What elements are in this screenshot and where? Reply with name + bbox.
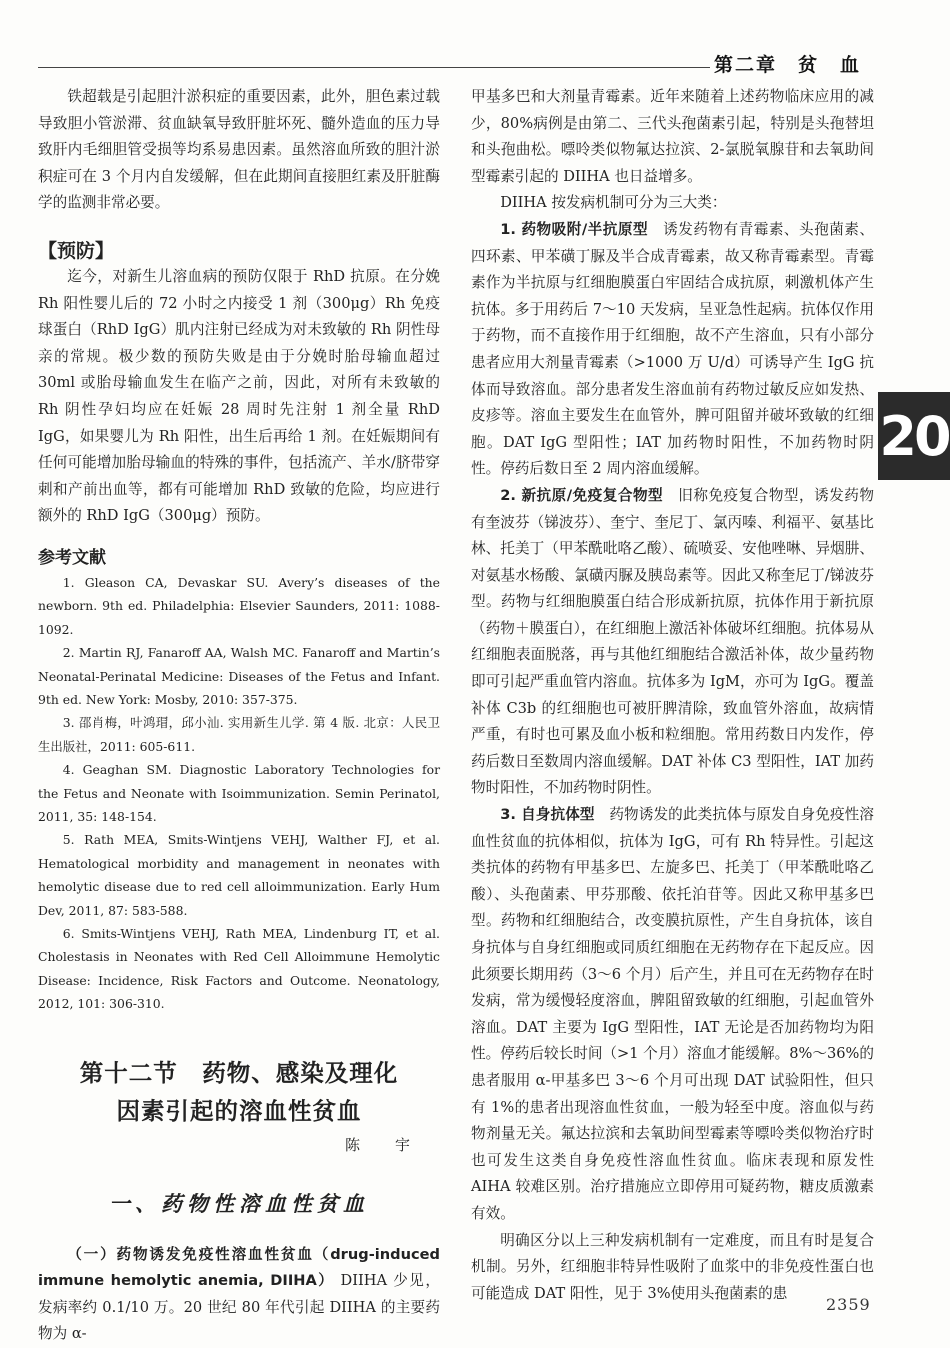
author: 陈 宇 bbox=[344, 1135, 420, 1154]
mechanism-3-title: 3. 自身抗体型 bbox=[500, 806, 595, 824]
chapter-tab: 20 bbox=[878, 392, 950, 480]
diiha-paragraph bbox=[38, 1242, 440, 1348]
mechanism-1 bbox=[471, 217, 874, 483]
mechanism-1-title: 1. 药物吸附/半抗原型 bbox=[500, 220, 649, 238]
reference-item: 2. Martin RJ, Fanaroff AA, Walsh MC. Fanaroff and Martin’s Neonatal-Perinatal Medicine: Diseases of the Fetus and Infant. 9th ed. New York: Mosby, 2010: 357-375. bbox=[38, 645, 440, 707]
reference-item: 4. Geaghan SM. Diagnostic Laboratory Technologies for the Fetus and Neonate with Isoimmunization. Semin Perinatol, 2011, 35: 148-154. bbox=[38, 762, 440, 824]
mechanism-3 bbox=[471, 802, 874, 1228]
section-title-line-1: 第十二节 药物、感染及理化 bbox=[79, 1058, 399, 1087]
paragraph: DIIHA 按发病机制可分为三大类： bbox=[500, 194, 727, 212]
page-number: 2359 bbox=[826, 1295, 871, 1314]
prevention-heading: 【预防】 bbox=[38, 239, 115, 262]
reference-item: 3. 邵肖梅，叶鸿瑁，邱小汕. 实用新生儿学. 第 4 版. 北京：人民卫生出版社，2011: 605-611. bbox=[38, 715, 440, 754]
diiha-heading: （一）药物诱发免疫性溶血性贫血（drug-induced immune hemolytic anemia, DIIHA） bbox=[38, 1245, 440, 1290]
mechanism-3-body: 药物诱发的此类抗体与原发自身免疫性溶血性贫血的抗体相似，抗体为 IgG，可有 Rh 特异性。引起这类抗体的药物有甲基多巴、左旋多巴、托美丁（甲苯酰吡咯乙酸）、头孢菌素、甲芬那酸、依托泊苷等。因此又称甲基多巴型。药物和红细胞结合，改变膜抗原性，产生自身抗体，该自身抗体与自身红细胞或同质红细胞在无药物存在下起反应。因此须要长期用药（3～6 个月）后产生，并且可在无药物存在时发病，常为缓慢轻度溶血，脾阻留致敏的红细胞，引起血管外溶血。DAT 主要为 IgG 型阳性，IAT 无论是否加药物均为阳性。停药后较长时间（>1 个月）溶血才能缓解。8%～36%的患者服用 α-甲基多巴 3～6 个月可出现 DAT 试验阳性，但只有 1%的患者出现溶血性贫血，一般为轻至中度。溶血似与药物剂量无关。氟达拉滨和去氧助间型霉素等嘌呤类似物治疗时也可发生这类自身免疫性溶血性贫血。临床表现和原发性 AIHA 较难区别。治疗措施应立即停用可疑药物，糖皮质激素有效。 bbox=[471, 806, 874, 1222]
paragraph: 甲基多巴和大剂量青霉素。近年来随着上述药物临床应用的减少，80%病例是由第二、三代头孢菌素引起，特别是头孢替坦和头孢曲松。嘌呤类似物氟达拉滨、2-氯脱氧腺苷和去氧助间型霉素引起的 DIIHA 也日益增多。 bbox=[471, 88, 874, 185]
chapter-title: 第二章 贫 血 bbox=[714, 54, 862, 76]
paragraph: 明确区分以上三种发病机制有一定难度，而且有时是复合机制。另外，红细胞非特异性吸附了血浆中的非免疫性蛋白也可能造成 DAT 阳性，见于 3%使用头孢菌素的患 bbox=[471, 1231, 874, 1302]
subsection-title: 一、药物性溶血性贫血 bbox=[109, 1190, 369, 1216]
references-heading: 参考文献 bbox=[38, 547, 106, 568]
right-column bbox=[471, 84, 874, 1307]
mechanism-2-title: 2. 新抗原/免疫复合物型 bbox=[500, 486, 664, 504]
section-title-line-2: 因素引起的溶血性贫血 bbox=[116, 1096, 362, 1125]
mechanism-1-body: 诱发药物有青霉素、头孢菌素、四环素、甲苯磺丁脲及半合成青霉素，故又称青霉素型。青霉素作为半抗原与红细胞膜蛋白牢固结合成抗原，刺激机体产生抗体。多于用药后 7～10 天发病，呈亚急性起病。抗体仅作用于药物，而不直接作用于红细胞，故不产生溶血，只有小部分患者应用大剂量青霉素（>1000 万 U/d）可诱导产生 IgG 抗体而导致溶血。部分患者发生溶血前有药物过敏反应如发热、皮疹等。溶血主要发生在血管外，脾可阻留并破坏致敏的红细胞。DAT IgG 型阳性；IAT 加药物时阳性，不加药物时阴性。停药后数日至 2 周内溶血缓解。 bbox=[471, 220, 874, 478]
prevention-paragraph: 迄今，对新生儿溶血病的预防仅限于 RhD 抗原。在分娩 Rh 阳性婴儿后的 72 小时之内接受 1 剂（300μg）Rh 免疫球蛋白（RhD IgG）肌内注射已经成为对未致敏的 Rh 阴性母亲的常规。极少数的预防失败是由于分娩时胎母输血超过 30ml 或胎母输血发生在临产之前，因此，对所有未致敏的 Rh 阴性孕妇均应在妊娠 28 周时先注射 1 剂全量 RhD IgG，如果婴儿为 Rh 阳性，出生后再给 1 剂。在妊娠期间有任何可能增加胎母输血的特殊的事件，包括流产、羊水/脐带穿刺和产前出血等，都有可能增加 RhD 致敏的危险，均应进行额外的 RhD IgG（300μg）预防。 bbox=[38, 267, 440, 525]
diiha-intro: DIIHA 少见，发病率约 0.1/10 万。20 世纪 80 年代引起 DIIHA 的主要药物为 α- bbox=[38, 1272, 441, 1343]
left-column bbox=[38, 84, 440, 1348]
section-title bbox=[38, 1054, 440, 1130]
header-rule bbox=[38, 67, 710, 68]
reference-item: 6. Smits-Wintjens VEHJ, Rath MEA, Lindenburg IT, et al. Cholestasis in Neonates with Red Cell Alloimmune Hemolytic Disease: Incidence, Risk Factors and Outcome. Neonatology, 2012, 101: 306-310. bbox=[38, 926, 440, 1012]
mechanism-2 bbox=[471, 483, 874, 802]
reference-item: 5. Rath MEA, Smits-Wintjens VEHJ, Walther FJ, et al. Hematological morbidity and management in neonates with hemolytic disease due to red cell alloimmunization. Early Hum Dev, 2011, 87: 583-588. bbox=[38, 832, 440, 918]
mechanism-2-body: 旧称免疫复合物型，诱发药物有奎波芬（锑波芬）、奎宁、奎尼丁、氯丙嗪、利福平、氨基比林、托美丁（甲苯酰吡咯乙酸）、硫喷妥、安他唑啉、异烟肼、对氨基水杨酸、氯磺丙脲及胰岛素等。因此又称奎尼丁/锑波芬型。药物与红细胞膜蛋白结合形成新抗原，抗体作用于新抗原（药物＋膜蛋白），在红细胞上激活补体破坏红细胞。抗体易从红细胞表面脱落，再与其他红细胞结合激活补体，故少量药物即可引起严重血管内溶血。抗体多为 IgM，亦可为 IgG。覆盖补体 C3b 的红细胞也可被肝脾清除，致血管外溶血，故病情严重，有时也可累及血小板和粒细胞。常用药数日内发作，停药后数日至数周内溶血缓解。DAT 补体 C3 型阳性，IAT 加药物时阳性，不加药物时阴性。 bbox=[471, 486, 874, 797]
intro-paragraph: 铁超载是引起胆汁淤积症的重要因素，此外，胆色素过载导致胆小管淤滞、贫血缺氧导致肝脏坏死、髓外造血的压力导致肝内毛细胆管受损等均系易患因素。虽然溶血所致的胆汁淤积症可在 3 个月内自发缓解，但在此期间直接胆红素及肝脏酶学的监测非常必要。 bbox=[38, 88, 440, 212]
reference-item: 1. Gleason CA, Devaskar SU. Avery’s diseases of the newborn. 9th ed. Philadelphia: Elsevier Saunders, 2011: 1088-1092. bbox=[38, 574, 440, 637]
